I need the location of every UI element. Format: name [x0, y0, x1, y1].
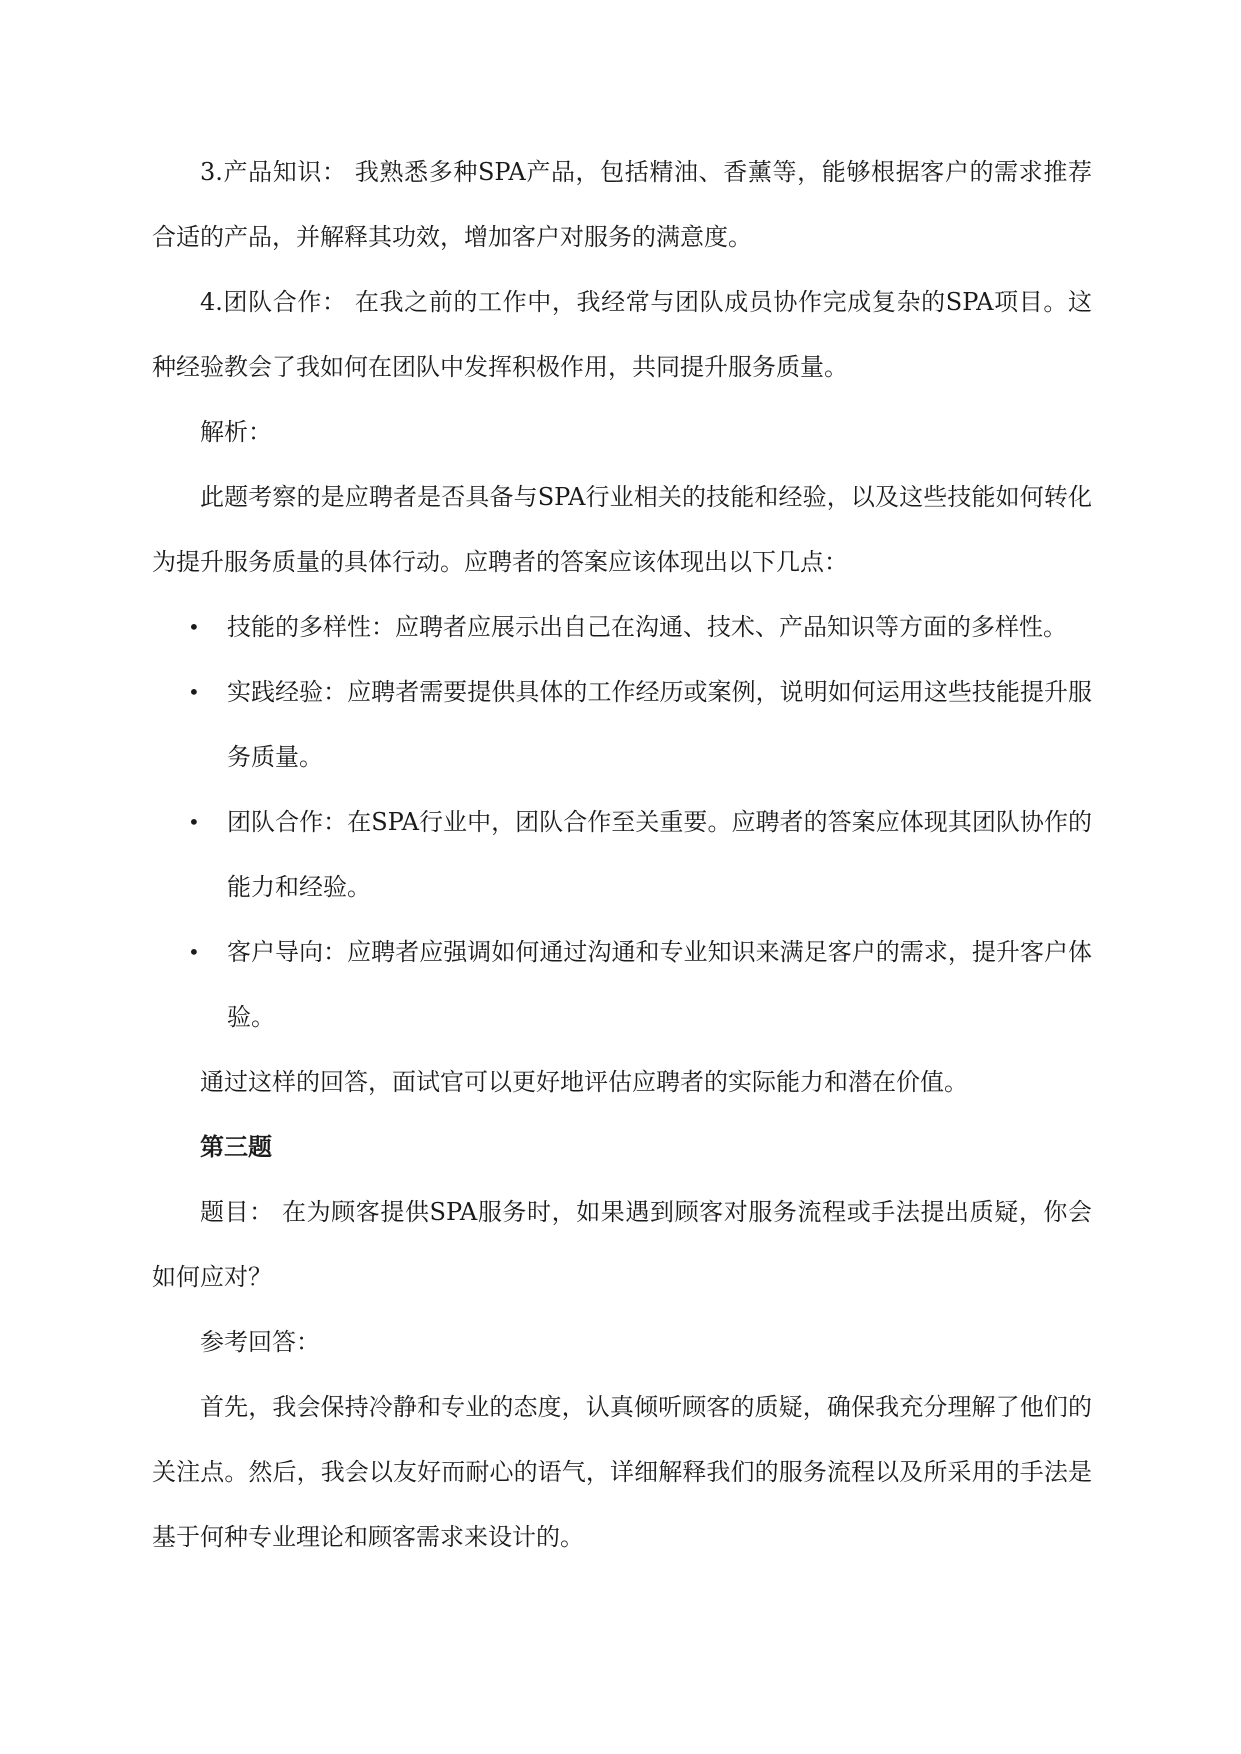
list-item — [152, 920, 1092, 1050]
bullet-icon: • — [188, 615, 200, 639]
section-heading: 第三题 — [200, 1133, 272, 1161]
reference-answer-label: 参考回答： — [200, 1328, 320, 1356]
list-item-label: 客户导向： — [227, 938, 348, 966]
bullet-icon: • — [188, 940, 200, 964]
list-item-text: 应聘者应强调如何通过沟通和专业知识来满足客户的需求，提升客户体验。 — [227, 938, 1093, 1031]
document-page — [152, 140, 1092, 1570]
list-item — [152, 660, 1092, 790]
list-item-text: 在SPA行业中，团队合作至关重要。应聘者的答案应体现其团队协作的能力和经验。 — [227, 808, 1093, 901]
paragraph-product-knowledge — [152, 140, 1092, 270]
analysis-text: 此题考察的是应聘者是否具备与SPA行业相关的技能和经验，以及这些技能如何转化为提升服务质量的具体行动。应聘者的答案应该体现出以下几点： — [152, 483, 1092, 576]
paragraph-text: 在我之前的工作中，我经常与团队成员协作完成复杂的SPA项目。这种经验教会了我如何在团队中发挥积极作用，共同提升服务质量。 — [152, 288, 1092, 381]
list-item-label: 团队合作： — [227, 808, 348, 836]
conclusion-paragraph: 通过这样的回答，面试官可以更好地评估应聘者的实际能力和潜在价值。 — [200, 1068, 968, 1096]
bullet-icon: • — [188, 680, 200, 704]
question-label: 题目： — [200, 1198, 274, 1226]
list-item — [152, 595, 1092, 660]
paragraph-teamwork — [152, 270, 1092, 400]
paragraph-label: 3.产品知识： — [200, 158, 347, 186]
bullet-icon: • — [188, 810, 200, 834]
list-item-label: 实践经验： — [227, 678, 348, 706]
question-paragraph — [152, 1180, 1092, 1310]
reference-answer-text: 首先，我会保持冷静和专业的态度，认真倾听顾客的质疑，确保我充分理解了他们的关注点。然后，我会以友好而耐心的语气，详细解释我们的服务流程以及所采用的手法是基于何种专业理论和顾客需求来设计的。 — [152, 1393, 1092, 1551]
analysis-label: 解析： — [200, 418, 272, 446]
list-item-text: 应聘者需要提供具体的工作经历或案例，说明如何运用这些技能提升服务质量。 — [227, 678, 1093, 771]
list-item — [152, 790, 1092, 920]
question-text: 在为顾客提供SPA服务时，如果遇到顾客对服务流程或手法提出质疑，你会如何应对？ — [152, 1198, 1092, 1291]
analysis-points-list — [152, 595, 1092, 1050]
list-item-label: 技能的多样性： — [227, 613, 395, 641]
paragraph-text: 我熟悉多种SPA产品，包括精油、香薰等，能够根据客户的需求推荐合适的产品，并解释其功效，增加客户对服务的满意度。 — [152, 158, 1092, 251]
paragraph-label: 4.团队合作： — [200, 288, 347, 316]
list-item-text: 应聘者应展示出自己在沟通、技术、产品知识等方面的多样性。 — [395, 613, 1067, 641]
